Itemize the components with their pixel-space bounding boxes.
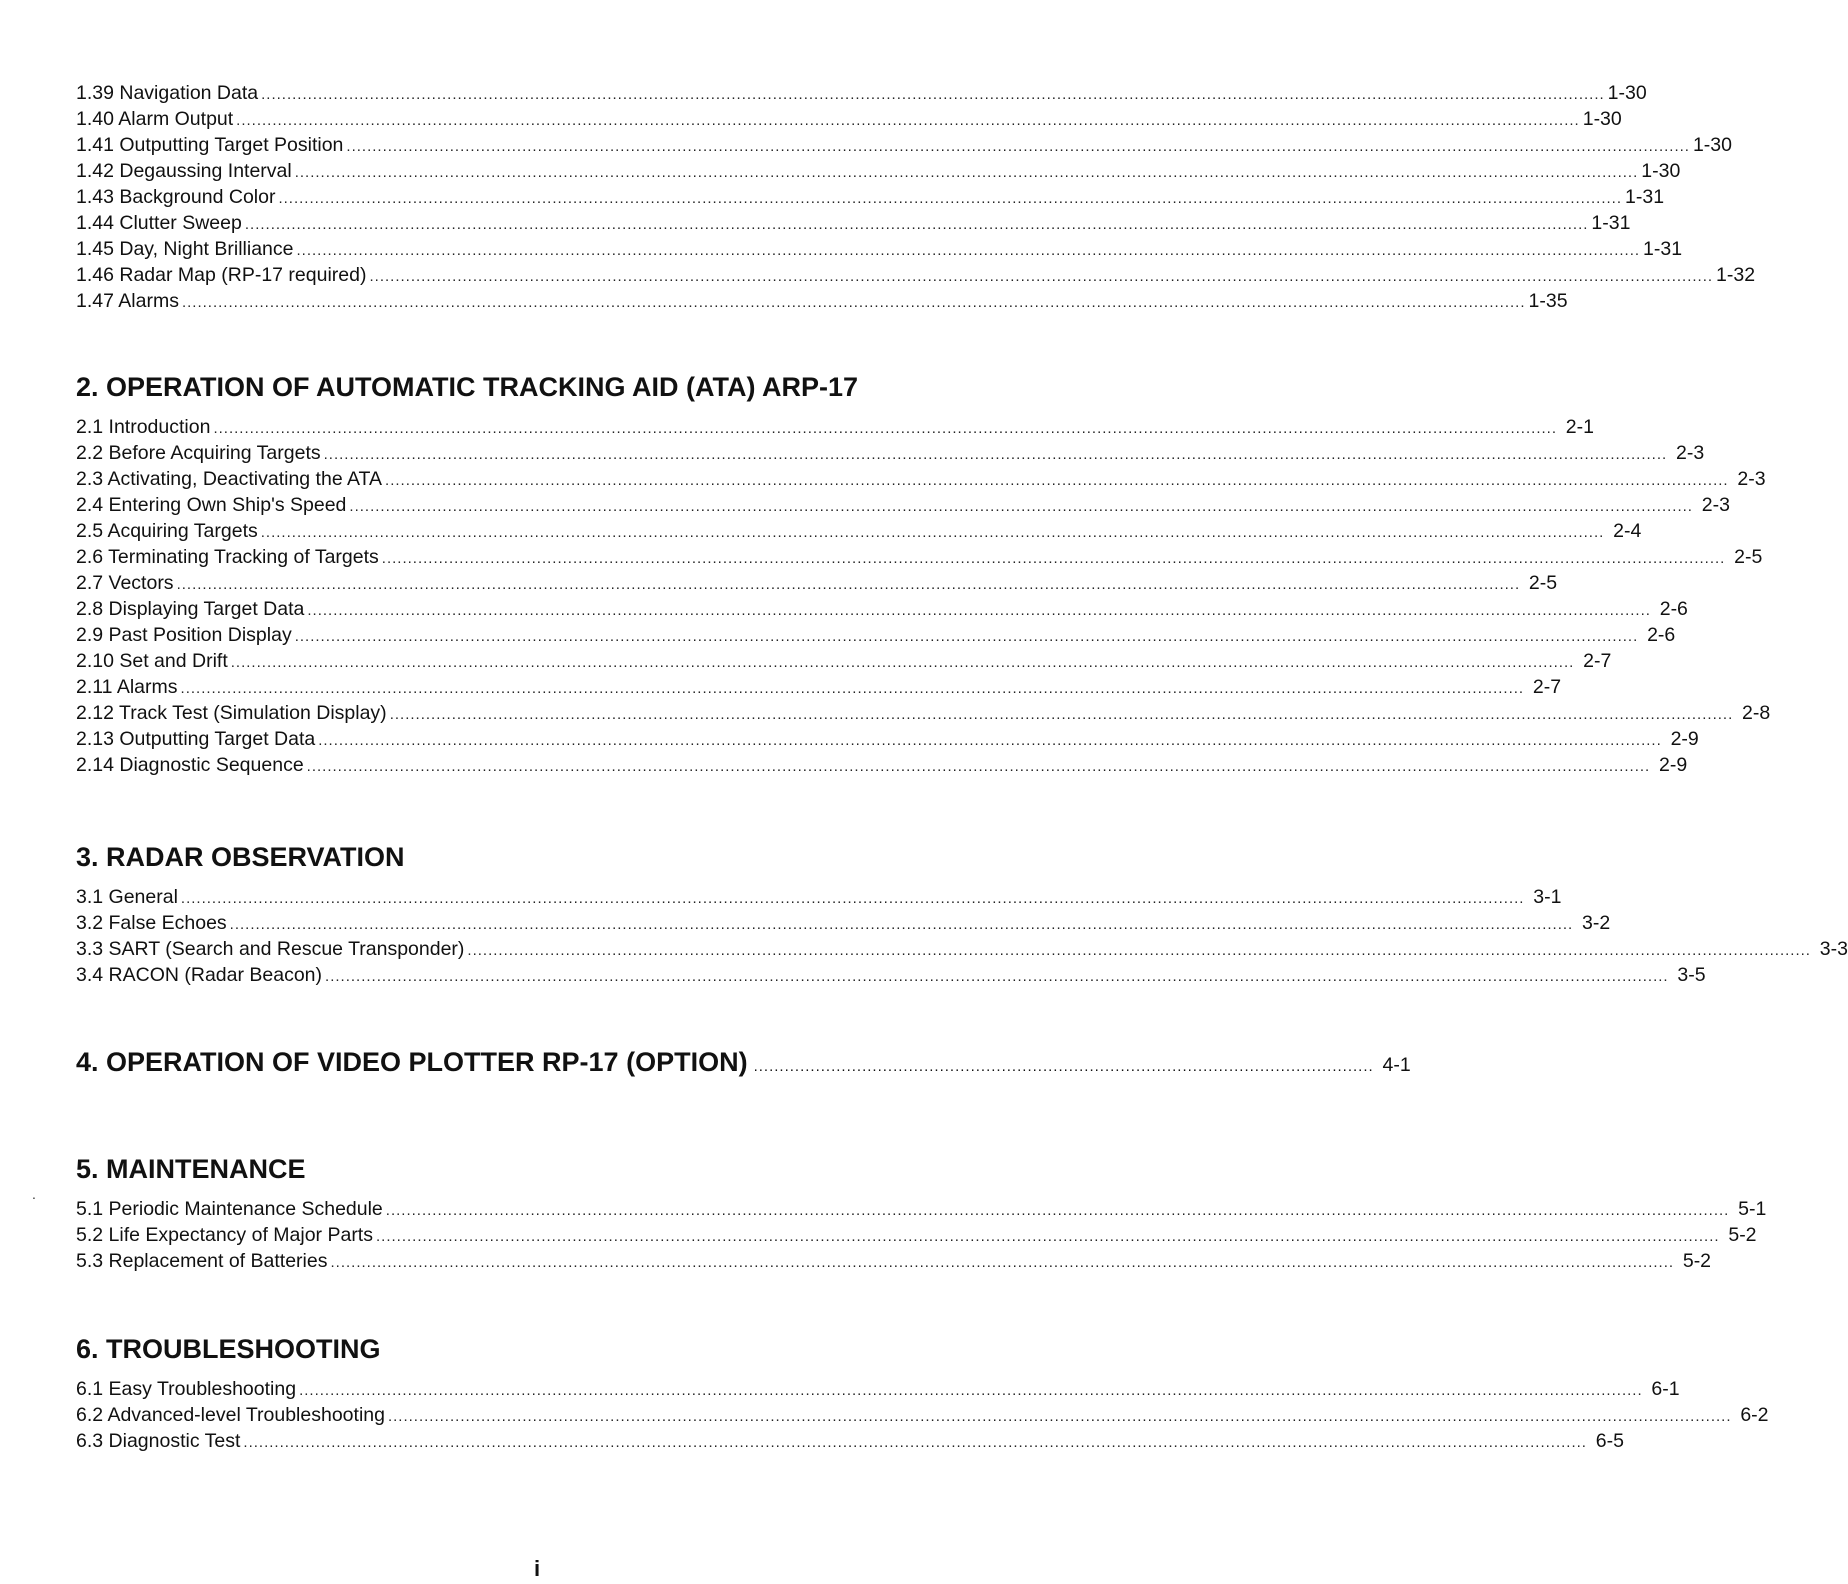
toc-entry[interactable] bbox=[76, 1376, 1680, 1402]
page-number: 1-32 bbox=[1716, 264, 1756, 286]
dot-leader: .................................................................................................................................................................................................................................................................... bbox=[349, 498, 1693, 515]
entry-label: 3.4 RACON (Radar Beacon) bbox=[76, 964, 323, 986]
entry-label: 1.43 Background Color bbox=[76, 186, 276, 208]
page-number: 2-7 bbox=[1583, 650, 1612, 672]
toc-entry[interactable] bbox=[76, 440, 1705, 466]
toc-entry[interactable] bbox=[76, 596, 1688, 622]
toc-entry[interactable] bbox=[76, 570, 1558, 596]
toc-entry[interactable] bbox=[76, 132, 1732, 158]
entry-label: 2.3 Activating, Deactivating the ATA bbox=[76, 468, 383, 490]
page-number: 1-30 bbox=[1607, 82, 1647, 104]
dot-leader: .................................................................................................................................................................................................................................................................... bbox=[325, 968, 1669, 985]
dot-leader: .................................................................................................................................................................................................................................................................... bbox=[306, 758, 1651, 775]
toc-entry[interactable] bbox=[76, 1402, 1769, 1428]
page-number: 4-1 bbox=[1382, 1054, 1411, 1076]
dot-leader: .................................................................................................................................................................................................................................................................... bbox=[296, 242, 1641, 259]
page-number: 6-1 bbox=[1651, 1378, 1680, 1400]
entry-label: 2.6 Terminating Tracking of Targets bbox=[76, 546, 379, 568]
entry-label: 2.4 Entering Own Ship's Speed bbox=[76, 494, 347, 516]
chapter-heading: 4. OPERATION OF VIDEO PLOTTER RP-17 (OPTION) bbox=[76, 1047, 748, 1077]
entry-label: 6.3 Diagnostic Test bbox=[76, 1430, 241, 1452]
entry-label: 5.2 Life Expectancy of Major Parts bbox=[76, 1224, 373, 1246]
entry-label: 2.2 Before Acquiring Targets bbox=[76, 442, 321, 464]
dot-leader: .................................................................................................................................................................................................................................................................... bbox=[180, 890, 1525, 907]
page-number: 2-6 bbox=[1647, 624, 1676, 646]
toc-entry[interactable] bbox=[76, 492, 1730, 518]
page-number: 2-5 bbox=[1734, 546, 1763, 568]
dot-leader: .................................................................................................................................................................................................................................................................... bbox=[385, 1202, 1730, 1219]
page-number: 1-30 bbox=[1692, 134, 1732, 156]
dot-leader: .................................................................................................................................................................................................................................................................... bbox=[307, 602, 1651, 619]
dot-leader: .................................................................................................................................................................................................................................................................... bbox=[294, 628, 1639, 645]
dot-leader: .................................................................................................................................................................................................................................................................... bbox=[385, 472, 1729, 489]
chapter-heading: 3. RADAR OBSERVATION bbox=[76, 842, 405, 872]
dot-leader: .................................................................................................................................................................................................................................................................... bbox=[294, 164, 1639, 181]
dot-leader: .................................................................................................................................................................................................................................................................... bbox=[369, 268, 1714, 285]
dot-leader: .................................................................................................................................................................................................................................................................... bbox=[176, 576, 1521, 593]
toc-entries bbox=[76, 80, 1756, 314]
dot-leader: .................................................................................................................................................................................................................................................................... bbox=[389, 706, 1734, 723]
entry-label: 2.8 Displaying Target Data bbox=[76, 598, 305, 620]
dot-leader: .................................................................................................................................................................................................................................................................... bbox=[278, 190, 1623, 207]
page-number: 2-4 bbox=[1613, 520, 1642, 542]
page-number: 1-30 bbox=[1582, 108, 1622, 130]
toc-section-1 bbox=[76, 80, 1756, 314]
chapter-heading: 5. MAINTENANCE bbox=[76, 1154, 306, 1184]
page-number: 1-31 bbox=[1591, 212, 1631, 234]
page-number: 3-3 bbox=[1819, 938, 1848, 960]
dot-leader: .................................................................................................................................................................................................................................................................... bbox=[261, 86, 1605, 103]
toc-entry[interactable] bbox=[76, 466, 1766, 492]
toc-section-6 bbox=[76, 1332, 1769, 1454]
entry-label: 5.1 Periodic Maintenance Schedule bbox=[76, 1198, 383, 1220]
toc-entry[interactable] bbox=[76, 752, 1688, 778]
page-number: 2-7 bbox=[1532, 676, 1562, 698]
dot-leader: .................................................................................................................................................................................................................................................................... bbox=[299, 1382, 1643, 1399]
toc-section-2 bbox=[76, 370, 1771, 778]
page-number: 2-9 bbox=[1659, 754, 1688, 776]
toc-entry[interactable] bbox=[76, 414, 1594, 440]
dot-leader: .................................................................................................................................................................................................................................................................... bbox=[244, 216, 1589, 233]
entry-label: 1.41 Outputting Target Position bbox=[76, 134, 344, 156]
dot-leader: .................................................................................................................................................................................................................................................................... bbox=[387, 1408, 1732, 1425]
page-number: 2-3 bbox=[1676, 442, 1705, 464]
toc-entry[interactable] bbox=[76, 1196, 1767, 1222]
entry-label: 1.46 Radar Map (RP-17 required) bbox=[76, 264, 367, 286]
entry-label: 2.14 Diagnostic Sequence bbox=[76, 754, 304, 776]
page-number: 2-8 bbox=[1742, 702, 1771, 724]
page-number: 5-1 bbox=[1738, 1198, 1767, 1220]
dot-leader: .................................................................................................................................................................................................................................................................... bbox=[330, 1254, 1675, 1271]
dot-leader: .................................................................................................................................................................................................................................................................... bbox=[318, 732, 1662, 749]
page-number: 1-30 bbox=[1641, 160, 1681, 182]
toc-entry[interactable] bbox=[76, 936, 1848, 962]
toc-entry[interactable] bbox=[76, 726, 1699, 752]
toc-entry[interactable] bbox=[76, 1248, 1712, 1274]
entry-label: 3.1 General bbox=[76, 886, 178, 908]
entry-label: 5.3 Replacement of Batteries bbox=[76, 1250, 328, 1272]
dot-leader: .................................................................................................................................................................................................................................................................... bbox=[230, 654, 1575, 671]
toc-entry[interactable] bbox=[76, 884, 1562, 910]
entry-label: 2.9 Past Position Display bbox=[76, 624, 292, 646]
entry-label: 2.10 Set and Drift bbox=[76, 650, 228, 672]
entry-label: 2.5 Acquiring Targets bbox=[76, 520, 258, 542]
page-number: 6-5 bbox=[1595, 1430, 1624, 1452]
entry-label: 1.39 Navigation Data bbox=[76, 82, 259, 104]
dot-leader: .................................................................................................................................................................................................................................................................... bbox=[260, 524, 1605, 541]
toc-entry[interactable] bbox=[76, 262, 1756, 288]
toc-entry[interactable] bbox=[76, 674, 1562, 700]
entry-label: 2.11 Alarms bbox=[76, 676, 178, 698]
page-number: 6-2 bbox=[1740, 1404, 1769, 1426]
dot-leader: .................................................................................................................................................................................................................................................................... bbox=[467, 942, 1811, 959]
page-number: 3-2 bbox=[1582, 912, 1611, 934]
toc-entry[interactable] bbox=[76, 648, 1612, 674]
scan-speck: . bbox=[32, 1186, 36, 1202]
entry-label: 3.2 False Echoes bbox=[76, 912, 227, 934]
page-number: 2-5 bbox=[1528, 572, 1558, 594]
page-number: 1-31 bbox=[1643, 238, 1683, 260]
toc-section-4 bbox=[76, 1042, 1411, 1082]
toc-entries bbox=[76, 1196, 1767, 1274]
toc-entry[interactable] bbox=[76, 1222, 1757, 1248]
toc-section-3 bbox=[76, 840, 1848, 988]
page-number: 5-2 bbox=[1728, 1224, 1757, 1246]
dot-leader: .................................................................................................................................................................................................................................................................... bbox=[180, 680, 1525, 697]
toc-entry[interactable] bbox=[76, 210, 1631, 236]
toc-entry[interactable] bbox=[76, 544, 1763, 570]
toc-entry[interactable] bbox=[76, 80, 1647, 106]
dot-leader: .................................................................................................................................................................................................................................................................... bbox=[346, 138, 1690, 155]
page-number: 2-3 bbox=[1701, 494, 1730, 516]
page-marker: i bbox=[534, 1556, 541, 1581]
entry-label: 2.1 Introduction bbox=[76, 416, 211, 438]
entry-label: 1.47 Alarms bbox=[76, 290, 179, 312]
toc-entry[interactable] bbox=[76, 1428, 1624, 1454]
toc-entry[interactable] bbox=[76, 106, 1622, 132]
toc-entry[interactable] bbox=[76, 910, 1611, 936]
entry-label: 6.1 Easy Troubleshooting bbox=[76, 1378, 297, 1400]
entry-label: 1.44 Clutter Sweep bbox=[76, 212, 242, 234]
toc-entry[interactable] bbox=[76, 700, 1771, 726]
page-number: 1-31 bbox=[1625, 186, 1665, 208]
page-number: 3-1 bbox=[1533, 886, 1562, 908]
entry-label: 3.3 SART (Search and Rescue Transponder) bbox=[76, 938, 465, 960]
toc-entry[interactable] bbox=[76, 1042, 1411, 1082]
dot-leader: .................................................................................................................................................................................................................................................................... bbox=[381, 550, 1726, 567]
toc-entries bbox=[76, 414, 1771, 778]
dot-leader: .................................................................................................................................................................................................................................................................... bbox=[323, 446, 1668, 463]
entry-label: 1.42 Degaussing Interval bbox=[76, 160, 292, 182]
entry-label: 1.45 Day, Night Brilliance bbox=[76, 238, 294, 260]
toc-entry[interactable] bbox=[76, 518, 1642, 544]
page-number: 3-5 bbox=[1677, 964, 1706, 986]
page-number: 2-9 bbox=[1670, 728, 1699, 750]
chapter-heading: 6. TROUBLESHOOTING bbox=[76, 1334, 381, 1364]
dot-leader: .................................................................................................................................................................................................................................................................... bbox=[181, 294, 1526, 311]
dot-leader: ........................................................................................................................ bbox=[753, 1058, 1374, 1075]
entry-label: 6.2 Advanced-level Troubleshooting bbox=[76, 1404, 385, 1426]
toc-section-5 bbox=[76, 1152, 1767, 1274]
toc-entry[interactable] bbox=[76, 288, 1568, 314]
dot-leader: .................................................................................................................................................................................................................................................................... bbox=[213, 420, 1557, 437]
toc-entry[interactable] bbox=[76, 962, 1706, 988]
entry-label: 1.40 Alarm Output bbox=[76, 108, 234, 130]
dot-leader: .................................................................................................................................................................................................................................................................... bbox=[229, 916, 1574, 933]
page-number: 5-2 bbox=[1682, 1250, 1712, 1272]
page-number: 2-3 bbox=[1737, 468, 1766, 490]
page-number: 2-1 bbox=[1565, 416, 1594, 438]
entry-label: 2.7 Vectors bbox=[76, 572, 174, 594]
entry-label: 2.12 Track Test (Simulation Display) bbox=[76, 702, 387, 724]
dot-leader: .................................................................................................................................................................................................................................................................... bbox=[243, 1434, 1587, 1451]
dot-leader: .................................................................................................................................................................................................................................................................... bbox=[375, 1228, 1720, 1245]
toc-entries bbox=[76, 1376, 1769, 1454]
toc-entry[interactable] bbox=[76, 158, 1681, 184]
toc-entry[interactable] bbox=[76, 236, 1683, 262]
toc-entries bbox=[76, 884, 1848, 988]
dot-leader: .................................................................................................................................................................................................................................................................... bbox=[236, 112, 1580, 129]
entry-label: 2.13 Outputting Target Data bbox=[76, 728, 316, 750]
page-number: 2-6 bbox=[1659, 598, 1688, 620]
page-number: 1-35 bbox=[1528, 290, 1568, 312]
toc-entry[interactable] bbox=[76, 622, 1676, 648]
toc-entry[interactable] bbox=[76, 184, 1665, 210]
chapter-heading: 2. OPERATION OF AUTOMATIC TRACKING AID (ATA) ARP-17 bbox=[76, 372, 858, 402]
